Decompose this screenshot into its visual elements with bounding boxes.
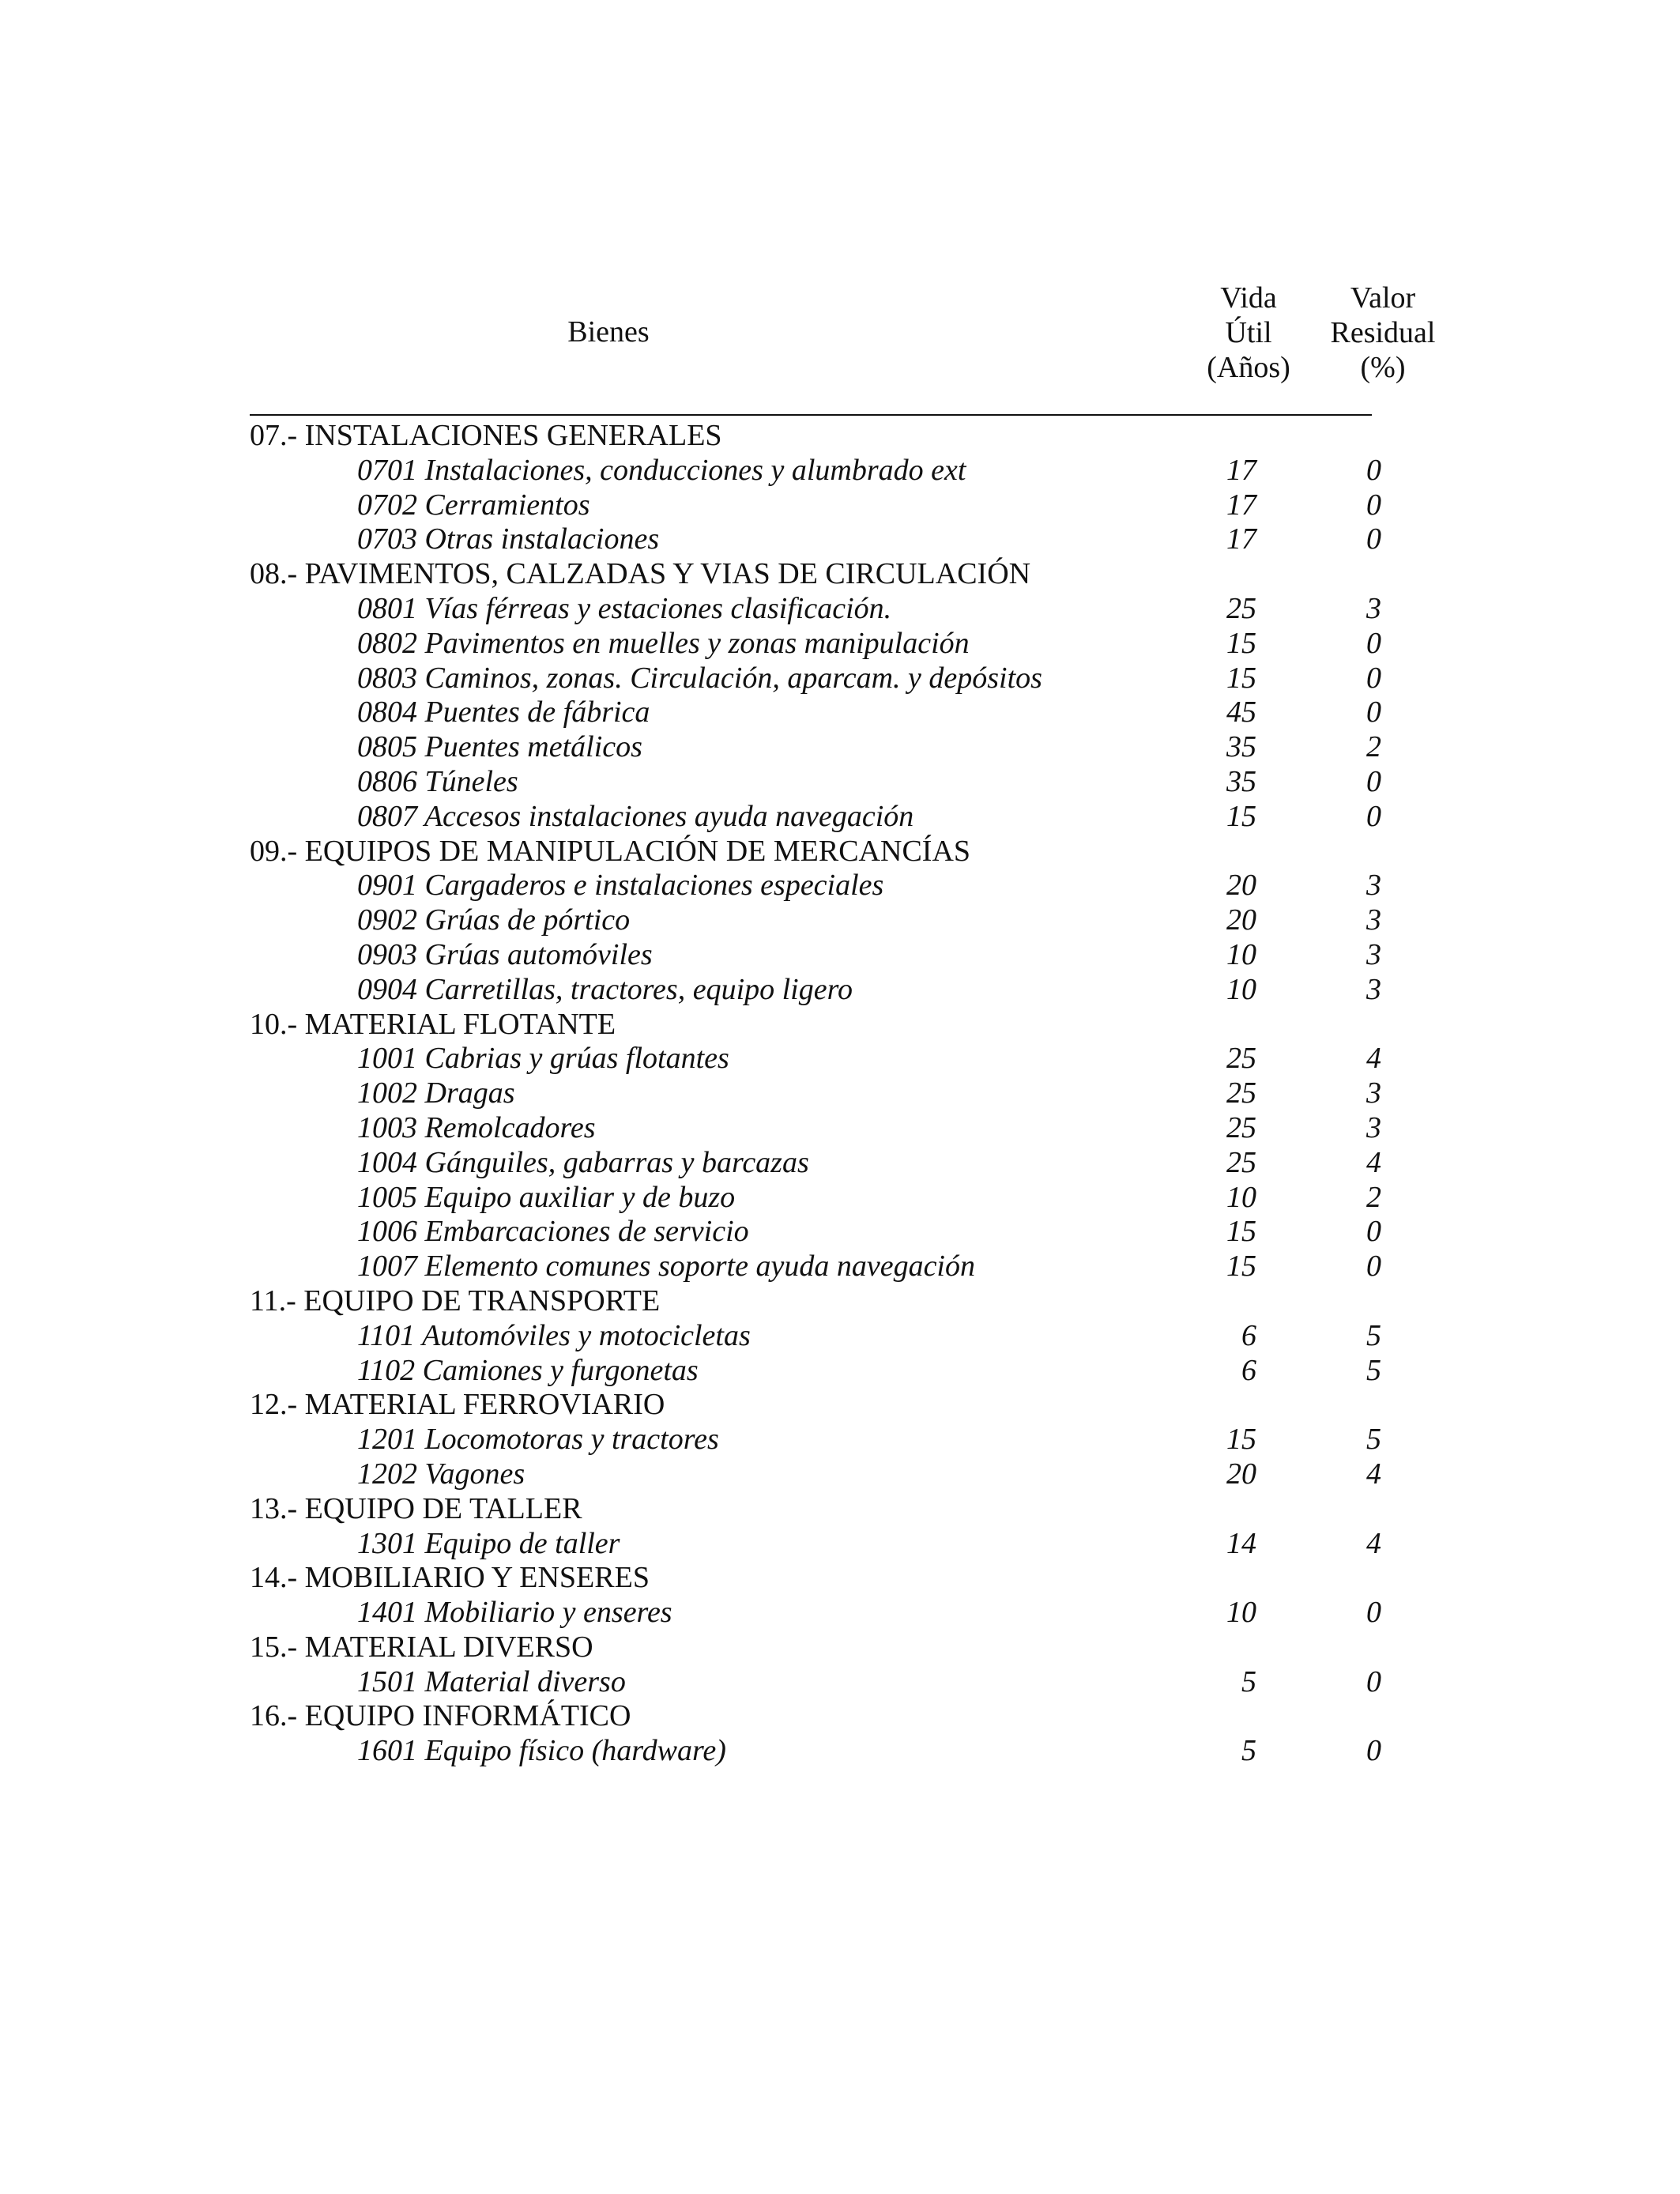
table-row [0,1596,1680,1630]
vida-util-value: 10 [1226,1180,1256,1214]
valor-residual-value: 0 [1366,453,1381,487]
section-heading-row [0,557,1680,592]
vida-util-value: 10 [1226,937,1256,971]
valor-residual-value: 0 [1366,522,1381,556]
vida-util-value: 25 [1226,591,1256,625]
table-row [0,730,1680,765]
asset-label: 0805 Puentes metálicos [357,730,642,764]
vida-util-value: 5 [1241,1664,1256,1698]
valor-residual-value: 5 [1366,1423,1381,1457]
valor-residual-value: 4 [1366,1145,1381,1179]
vida-util-value: 15 [1226,1423,1256,1457]
column-header-vida-line-1: Vida [1220,281,1277,315]
section-title: 11.- EQUIPO DE TRANSPORTE [250,1284,661,1318]
valor-residual-value: 3 [1366,972,1381,1006]
table-row [0,765,1680,800]
table-row [0,1111,1680,1146]
asset-label: 0902 Grúas de pórtico [357,903,631,937]
valor-residual-value: 0 [1366,626,1381,660]
section-heading-row [0,1699,1680,1734]
table-row [0,1215,1680,1250]
valor-residual-value: 3 [1366,937,1381,971]
valor-residual-value: 5 [1366,1353,1381,1387]
column-header-vida-line-3: (Años) [1207,351,1290,384]
section-title: 09.- EQUIPOS DE MANIPULACIÓN DE MERCANCÍAS [250,834,971,868]
table-row [0,1042,1680,1076]
asset-label: 0903 Grúas automóviles [357,937,653,971]
section-heading-row [0,1561,1680,1596]
valor-residual-value: 3 [1366,869,1381,903]
table-row [0,1181,1680,1216]
section-title: 16.- EQUIPO INFORMÁTICO [250,1699,631,1733]
asset-label: 0803 Caminos, zonas. Circulación, aparcam. y depósitos [357,661,1042,695]
vida-util-value: 25 [1226,1110,1256,1144]
table-row [0,938,1680,973]
asset-label: 0807 Accesos instalaciones ayuda navegación [357,799,914,833]
asset-label: 0802 Pavimentos en muelles y zonas manipulación [357,626,970,660]
asset-label: 0804 Puentes de fábrica [357,696,650,729]
valor-residual-value: 4 [1366,1042,1381,1076]
table-row [0,522,1680,557]
header-rule [250,414,1372,416]
valor-residual-value: 3 [1366,591,1381,625]
vida-util-value: 20 [1226,1457,1256,1491]
column-header-vida-line-2: Útil [1225,316,1272,349]
column-header-valor-line-2: Residual [1330,316,1436,349]
section-heading-row [0,419,1680,454]
asset-label: 0904 Carretillas, tractores, equipo ligero [357,972,853,1006]
asset-label: 1007 Elemento comunes soporte ayuda navegación [357,1250,975,1284]
section-title: 15.- MATERIAL DIVERSO [250,1630,593,1664]
valor-residual-value: 3 [1366,903,1381,937]
vida-util-value: 15 [1226,661,1256,695]
asset-label: 1202 Vagones [357,1457,525,1491]
table-row [0,627,1680,662]
valor-residual-value: 0 [1366,661,1381,695]
asset-label: 1601 Equipo físico (hardware) [357,1734,726,1768]
vida-util-value: 10 [1226,972,1256,1006]
asset-label: 0901 Cargaderos e instalaciones especiales [357,869,884,903]
table-row [0,488,1680,523]
section-heading-row [0,1388,1680,1423]
vida-util-value: 45 [1226,696,1256,729]
vida-util-value: 35 [1226,764,1256,798]
assets-table [0,419,1680,1769]
vida-util-value: 6 [1241,1318,1256,1352]
table-row [0,800,1680,835]
vida-util-value: 20 [1226,869,1256,903]
asset-label: 1002 Dragas [357,1076,515,1110]
vida-util-value: 10 [1226,1596,1256,1630]
section-title: 12.- MATERIAL FERROVIARIO [250,1388,665,1422]
asset-label: 1102 Camiones y furgonetas [357,1353,699,1387]
vida-util-value: 35 [1226,730,1256,764]
asset-label: 1006 Embarcaciones de servicio [357,1215,749,1249]
asset-label: 0701 Instalaciones, conducciones y alumbrado ext [357,453,966,487]
asset-label: 1001 Cabrias y grúas flotantes [357,1042,729,1076]
section-title: 14.- MOBILIARIO Y ENSERES [250,1561,650,1595]
section-title: 13.- EQUIPO DE TALLER [250,1491,582,1525]
column-header-bienes [490,315,727,349]
vida-util-value: 6 [1241,1353,1256,1387]
valor-residual-value: 4 [1366,1526,1381,1560]
vida-util-value: 25 [1226,1076,1256,1110]
table-row [0,592,1680,627]
section-heading-row [0,1008,1680,1042]
table-row [0,1354,1680,1389]
table-row [0,1076,1680,1111]
vida-util-value: 17 [1226,522,1256,556]
vida-util-value: 5 [1241,1734,1256,1768]
asset-label: 1201 Locomotoras y tractores [357,1423,719,1457]
asset-label: 1101 Automóviles y motocicletas [357,1318,751,1352]
asset-label: 1501 Material diverso [357,1664,626,1698]
table-row [0,1665,1680,1700]
asset-label: 0806 Túneles [357,764,518,798]
section-title: 08.- PAVIMENTOS, CALZADAS Y VIAS DE CIRCULACIÓN [250,557,1031,591]
section-title: 07.- INSTALACIONES GENERALES [250,419,722,452]
table-row [0,1146,1680,1181]
valor-residual-value: 4 [1366,1457,1381,1491]
valor-residual-value: 0 [1366,1250,1381,1284]
valor-residual-value: 0 [1366,696,1381,729]
column-header-valor-line-1: Valor [1350,281,1416,315]
table-row [0,1423,1680,1457]
column-header-valor-residual [1296,281,1470,385]
vida-util-value: 14 [1226,1526,1256,1560]
vida-util-value: 17 [1226,453,1256,487]
section-heading-row [0,1492,1680,1527]
valor-residual-value: 3 [1366,1110,1381,1144]
vida-util-value: 17 [1226,488,1256,522]
asset-label: 1005 Equipo auxiliar y de buzo [357,1180,736,1214]
asset-label: 1301 Equipo de taller [357,1526,620,1560]
table-row [0,662,1680,696]
section-title: 10.- MATERIAL FLOTANTE [250,1007,616,1041]
vida-util-value: 15 [1226,626,1256,660]
vida-util-value: 15 [1226,1215,1256,1249]
valor-residual-value: 0 [1366,1596,1381,1630]
valor-residual-value: 5 [1366,1318,1381,1352]
asset-label: 1401 Mobiliario y enseres [357,1596,672,1630]
section-heading-row [0,1284,1680,1319]
valor-residual-value: 0 [1366,1664,1381,1698]
column-header-bienes-text: Bienes [567,315,650,349]
vida-util-value: 25 [1226,1042,1256,1076]
valor-residual-value: 0 [1366,764,1381,798]
vida-util-value: 25 [1226,1145,1256,1179]
section-heading-row [0,1630,1680,1665]
valor-residual-value: 0 [1366,1734,1381,1768]
valor-residual-value: 0 [1366,1215,1381,1249]
vida-util-value: 15 [1226,799,1256,833]
asset-label: 1003 Remolcadores [357,1110,596,1144]
table-row [0,454,1680,488]
vida-util-value: 20 [1226,903,1256,937]
table-row [0,1319,1680,1354]
table-row [0,1527,1680,1562]
table-row [0,696,1680,730]
asset-label: 0703 Otras instalaciones [357,522,660,556]
asset-label: 0801 Vías férreas y estaciones clasificación. [357,591,892,625]
valor-residual-value: 0 [1366,488,1381,522]
table-row [0,973,1680,1008]
vida-util-value: 15 [1226,1250,1256,1284]
column-header-valor-line-3: (%) [1360,351,1406,384]
section-heading-row [0,835,1680,869]
valor-residual-value: 2 [1366,730,1381,764]
valor-residual-value: 3 [1366,1076,1381,1110]
valor-residual-value: 0 [1366,799,1381,833]
asset-label: 1004 Gánguiles, gabarras y barcazas [357,1145,809,1179]
table-row [0,1250,1680,1284]
table-row [0,1457,1680,1492]
asset-label: 0702 Cerramientos [357,488,590,522]
table-row [0,1734,1680,1769]
table-row [0,869,1680,903]
table-row [0,903,1680,938]
valor-residual-value: 2 [1366,1180,1381,1214]
